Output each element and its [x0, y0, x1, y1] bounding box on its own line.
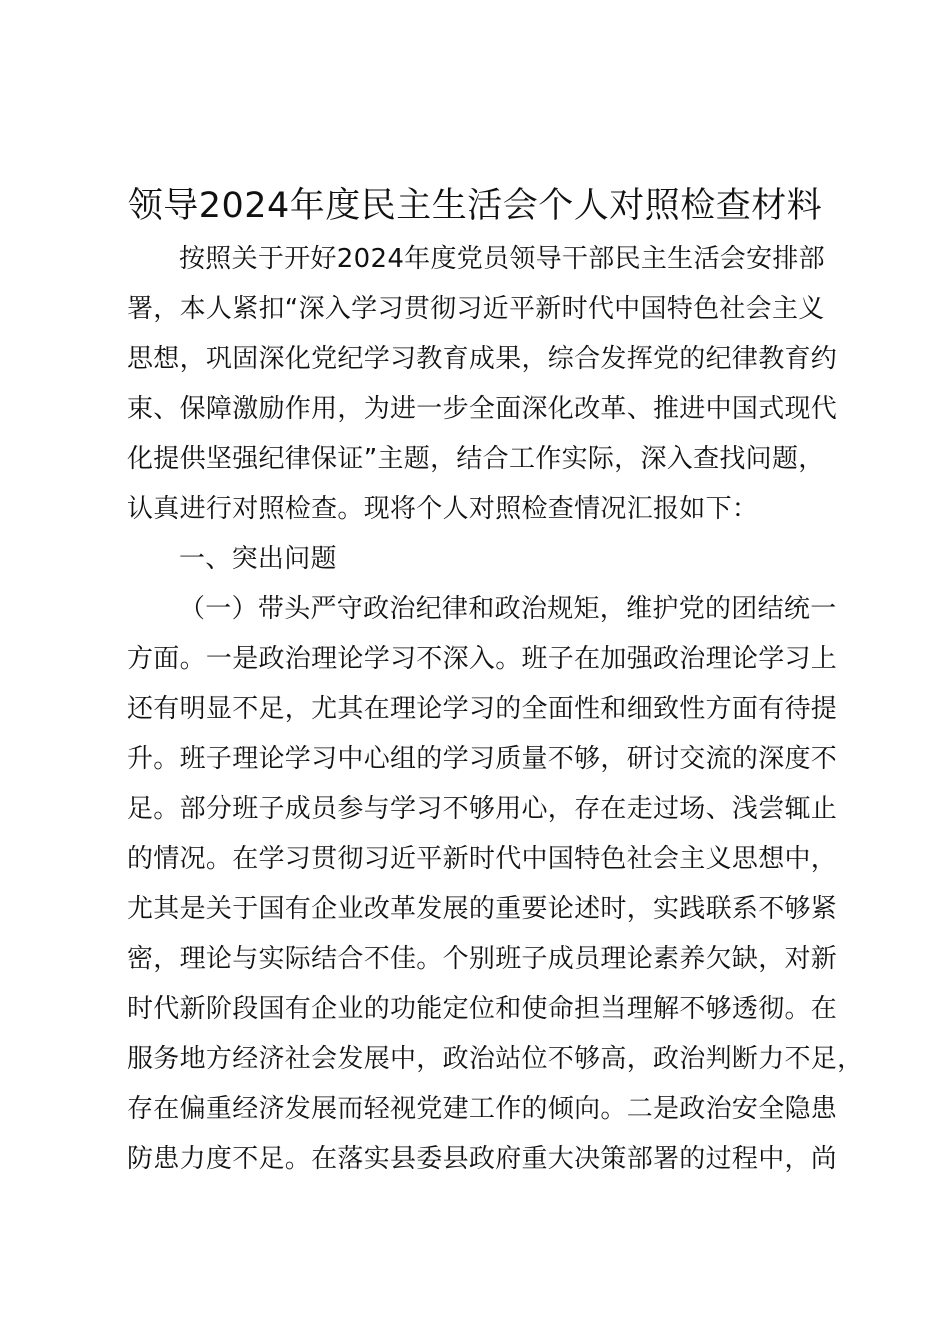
paragraph-line: 足。部分班子成员参与学习不够用心，存在走过场、浅尝辄止 — [127, 794, 838, 824]
paragraph-line: 思想，巩固深化党纪学习教育成果，综合发挥党的纪律教育约 — [127, 344, 838, 374]
paragraph-line: 化提供坚强纪律保证”主题，结合工作实际，深入查找问题， — [127, 444, 825, 474]
paragraph-line: 升。班子理论学习中心组的学习质量不够，研讨交流的深度不 — [127, 744, 838, 774]
paragraph-line: 时代新阶段国有企业的功能定位和使命担当理解不够透彻。在 — [127, 994, 838, 1024]
paragraph-line: 署，本人紧扣“深入学习贯彻习近平新时代中国特色社会主义 — [127, 294, 825, 324]
document-body — [127, 234, 864, 1184]
paragraph-line: 按照关于开好2024年度党员领导干部民主生活会安排部 — [179, 244, 825, 274]
paragraph-line: 密，理论与实际结合不佳。个别班子成员理论素养欠缺，对新 — [127, 944, 838, 974]
paragraph-line: 服务地方经济社会发展中，政治站位不够高，政治判断力不足， — [127, 1044, 864, 1074]
paragraph-line: 还有明显不足，尤其在理论学习的全面性和细致性方面有待提 — [127, 694, 838, 724]
paragraph-line: （一）带头严守政治纪律和政治规矩，维护党的团结统一 — [179, 594, 837, 624]
paragraph-line: 存在偏重经济发展而轻视党建工作的倾向。二是政治安全隐患 — [127, 1094, 838, 1124]
paragraph-line: 方面。一是政治理论学习不深入。班子在加强政治理论学习上 — [127, 644, 838, 674]
paragraph-line: 尤其是关于国有企业改革发展的重要论述时，实践联系不够紧 — [127, 894, 838, 924]
paragraph-line: 防患力度不足。在落实县委县政府重大决策部署的过程中，尚 — [127, 1144, 838, 1174]
document-title: 领导2024年度民主生活会个人对照检查材料 — [127, 186, 823, 226]
paragraph-line: 束、保障激励作用，为进一步全面深化改革、推进中国式现代 — [127, 394, 838, 424]
paragraph-line: 的情况。在学习贯彻习近平新时代中国特色社会主义思想中， — [127, 844, 838, 874]
paragraph-line: 认真进行对照检查。现将个人对照检查情况汇报如下： — [127, 494, 759, 524]
section-heading: 一、突出问题 — [179, 544, 337, 574]
